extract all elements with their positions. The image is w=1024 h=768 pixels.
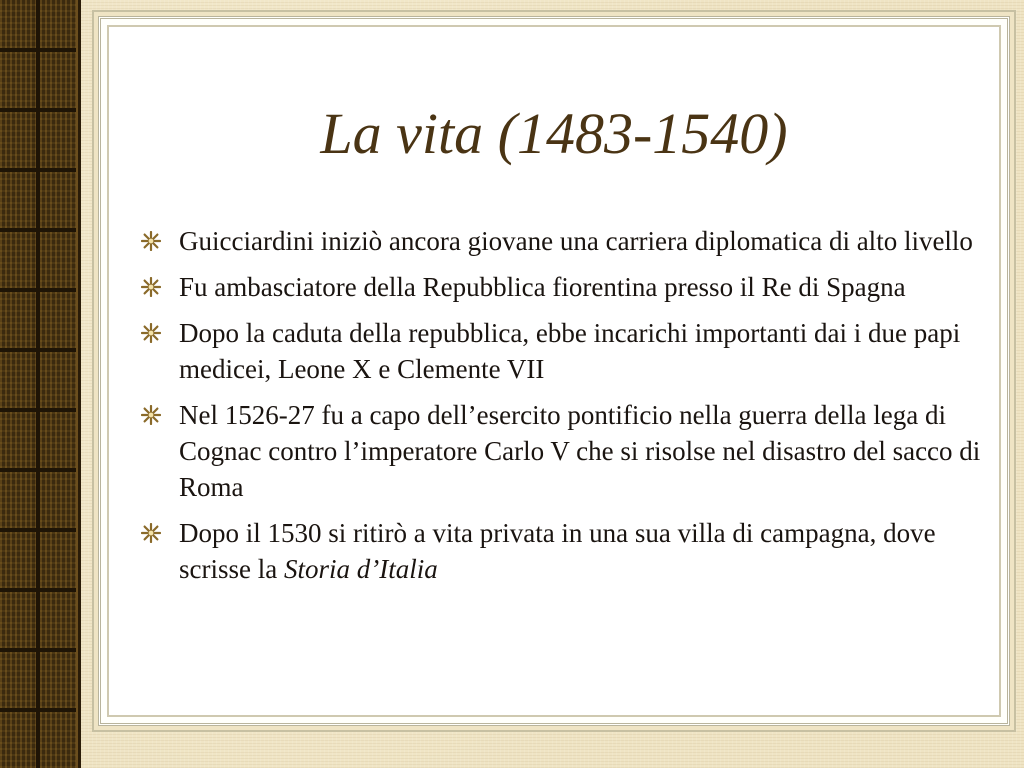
bullet-item <box>141 269 991 305</box>
bullet-text: Nel 1526-27 fu a capo dell’esercito pontificio nella guerra della lega di Cognac contro l’imperatore Carlo V che si risolse nel disastro del sacco di Roma <box>179 400 981 502</box>
bullet-text: Dopo il 1530 si ritirò a vita privata in una sua villa di campagna, dove scrisse la <box>179 518 936 584</box>
bullet-item <box>141 397 991 505</box>
asterisk-star-icon <box>141 523 161 543</box>
slide-content-area <box>107 25 1001 717</box>
bullet-item <box>141 223 991 259</box>
bullet-emphasis-text: Storia d’Italia <box>283 554 438 584</box>
bullet-text: Dopo la caduta della repubblica, ebbe incarichi importanti dai i due papi medicei, Leone X e Clemente VII <box>179 318 961 384</box>
bullet-text: Fu ambasciatore della Repubblica fiorentina presso il Re di Spagna <box>179 272 906 302</box>
slide-frame <box>98 16 1010 726</box>
asterisk-star-icon <box>141 277 161 297</box>
asterisk-star-icon <box>141 231 161 251</box>
slide-title: La vita (1483-1540) <box>320 101 788 166</box>
asterisk-star-icon <box>141 405 161 425</box>
asterisk-star-icon <box>141 323 161 343</box>
bullet-text: Guicciardini iniziò ancora giovane una carriera diplomatica di alto livello <box>179 226 973 256</box>
bullet-item <box>141 515 991 587</box>
bullet-item <box>141 315 991 387</box>
decorative-side-strip <box>0 0 81 768</box>
bullet-list <box>141 223 991 597</box>
